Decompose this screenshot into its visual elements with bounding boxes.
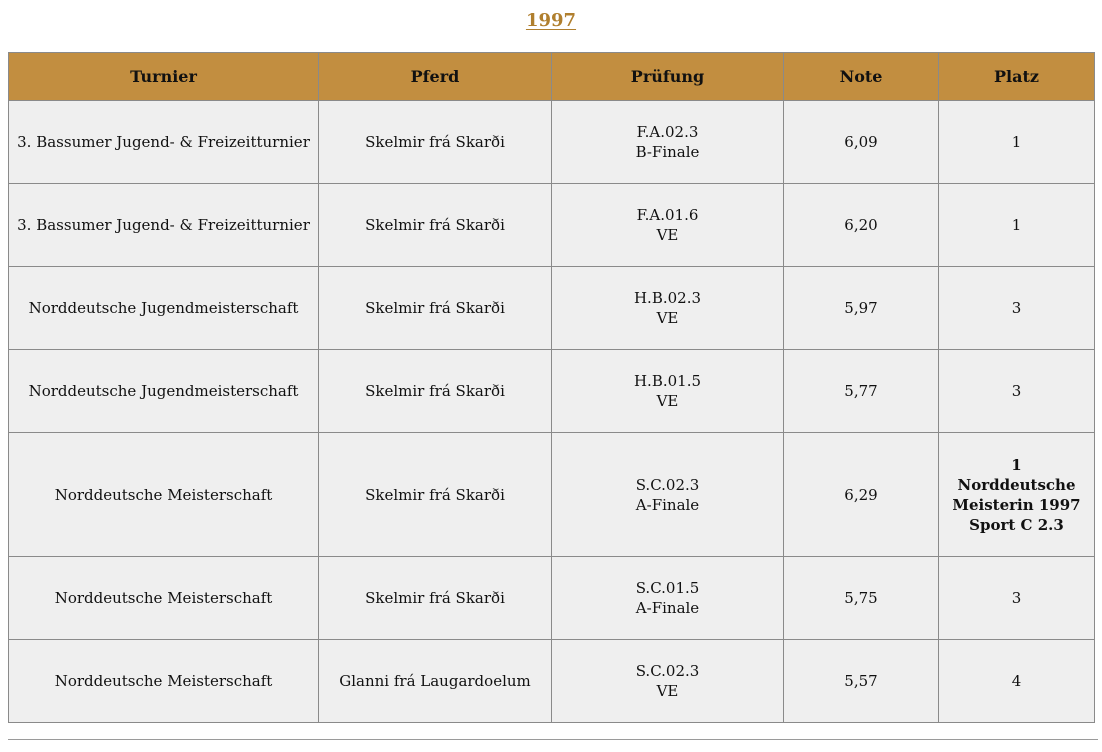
cell-platz (939, 433, 1095, 557)
table-row (9, 350, 1095, 433)
pruefung-code: F.A.01.6 (636, 206, 699, 224)
table-header-row (9, 53, 1095, 101)
cell-pferd: Skelmir frá Skarði (319, 433, 552, 557)
pruefung-code: H.B.02.3 (633, 289, 702, 307)
cell-pruefung (552, 557, 784, 640)
cell-note: 5,57 (784, 640, 939, 723)
pruefung-code: S.C.02.3 (635, 475, 700, 494)
pruefung-phase: VE (656, 309, 679, 327)
table-row (9, 184, 1095, 267)
cell-pferd: Glanni frá Laugardoelum (319, 640, 552, 723)
table-row (9, 640, 1095, 723)
cell-platz: 3 (939, 267, 1095, 350)
cell-pruefung (552, 433, 784, 557)
cell-pruefung (552, 640, 784, 723)
results-table (8, 52, 1095, 723)
pruefung-code: S.C.02.3 (635, 662, 700, 680)
cell-platz: 4 (939, 640, 1095, 723)
pruefung-phase: B-Finale (635, 143, 700, 161)
column-header-pferd: Pferd (319, 53, 552, 101)
cell-platz: 3 (939, 557, 1095, 640)
cell-note: 6,20 (784, 184, 939, 267)
cell-turnier: Norddeutsche Jugendmeisterschaft (9, 267, 319, 350)
pruefung-code: H.B.01.5 (633, 372, 702, 390)
cell-pferd: Skelmir frá Skarði (319, 184, 552, 267)
cell-pferd: Skelmir frá Skarði (319, 267, 552, 350)
cell-note: 5,75 (784, 557, 939, 640)
table-row (9, 433, 1095, 557)
column-header-note: Note (784, 53, 939, 101)
cell-pferd: Skelmir frá Skarði (319, 350, 552, 433)
cell-turnier: 3. Bassumer Jugend- & Freizeitturnier (9, 184, 319, 267)
platz-title-line: Meisterin 1997 (952, 495, 1081, 514)
platz-rank: 1 (1011, 455, 1022, 474)
cell-pferd: Skelmir frá Skarði (319, 557, 552, 640)
column-header-turnier: Turnier (9, 53, 319, 101)
cell-pruefung (552, 101, 784, 184)
cell-platz: 1 (939, 184, 1095, 267)
cell-turnier: Norddeutsche Meisterschaft (9, 557, 319, 640)
cell-turnier: Norddeutsche Meisterschaft (9, 640, 319, 723)
column-header-platz: Platz (939, 53, 1095, 101)
cell-note: 5,77 (784, 350, 939, 433)
cell-pruefung (552, 350, 784, 433)
cell-note: 5,97 (784, 267, 939, 350)
cell-turnier: Norddeutsche Jugendmeisterschaft (9, 350, 319, 433)
table-row (9, 557, 1095, 640)
year-heading-link[interactable]: 1997 (525, 10, 577, 31)
pruefung-phase: VE (656, 682, 679, 700)
pruefung-phase: VE (656, 392, 679, 410)
cell-turnier: 3. Bassumer Jugend- & Freizeitturnier (9, 101, 319, 184)
table-row (9, 101, 1095, 184)
cell-turnier: Norddeutsche Meisterschaft (9, 433, 319, 557)
cell-note: 6,29 (784, 433, 939, 557)
pruefung-phase: VE (656, 226, 679, 244)
platz-title-line: Sport C 2.3 (969, 515, 1064, 534)
pruefung-phase: A-Finale (635, 599, 700, 617)
cell-pferd: Skelmir frá Skarði (319, 101, 552, 184)
pruefung-code: S.C.01.5 (635, 579, 700, 597)
column-header-pruefung: Prüfung (552, 53, 784, 101)
cell-platz: 1 (939, 101, 1095, 184)
bottom-divider (8, 739, 1098, 740)
cell-note: 6,09 (784, 101, 939, 184)
cell-pruefung (552, 267, 784, 350)
platz-title-line: Norddeutsche (957, 475, 1076, 494)
pruefung-code: F.A.02.3 (636, 123, 699, 141)
pruefung-phase: A-Finale (635, 495, 700, 514)
cell-pruefung (552, 184, 784, 267)
cell-platz: 3 (939, 350, 1095, 433)
table-row (9, 267, 1095, 350)
